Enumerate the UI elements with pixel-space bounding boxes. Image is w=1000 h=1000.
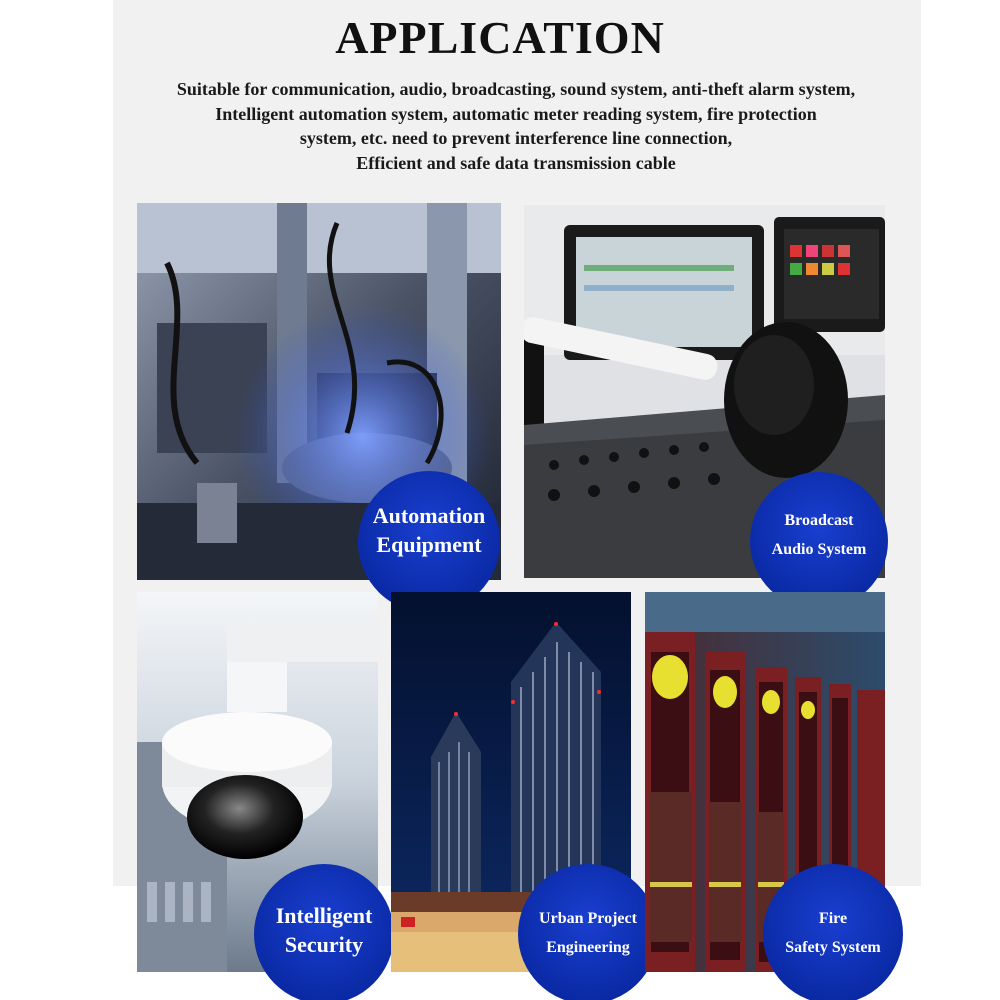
- intelligent-security-label-1: Intelligent: [275, 903, 373, 928]
- page-title: APPLICATION: [335, 12, 665, 63]
- fire-safety-label-2: Safety System: [785, 939, 881, 956]
- fire-safety-badge: [763, 864, 903, 1000]
- urban-project-label-2: Engineering: [546, 939, 630, 956]
- broadcast-audio-label-1: Broadcast: [784, 512, 854, 529]
- automation-equipment-label-2: Equipment: [376, 532, 482, 557]
- urban-project-label-1: Urban Project: [539, 910, 637, 927]
- intelligent-security-label-2: Security: [284, 932, 364, 957]
- automation-equipment-label-1: Automation: [372, 503, 486, 528]
- urban-project-badge: [518, 864, 658, 1000]
- broadcast-audio-badge: [750, 472, 888, 610]
- description-line-2: Intelligent automation system, automatic meter reading system, fire protection: [215, 103, 817, 124]
- description: [100, 77, 932, 175]
- fire-safety-label-1: Fire: [818, 910, 848, 927]
- intelligent-security-badge: [254, 864, 394, 1000]
- description-line-1: Suitable for communication, audio, broadcasting, sound system, anti-theft alarm system,: [176, 79, 856, 99]
- broadcast-audio-label-2: Audio System: [771, 541, 867, 558]
- description-line-3: system, etc. need to prevent interference line connection,: [299, 128, 733, 148]
- description-line-4: Efficient and safe data transmission cable: [356, 152, 676, 173]
